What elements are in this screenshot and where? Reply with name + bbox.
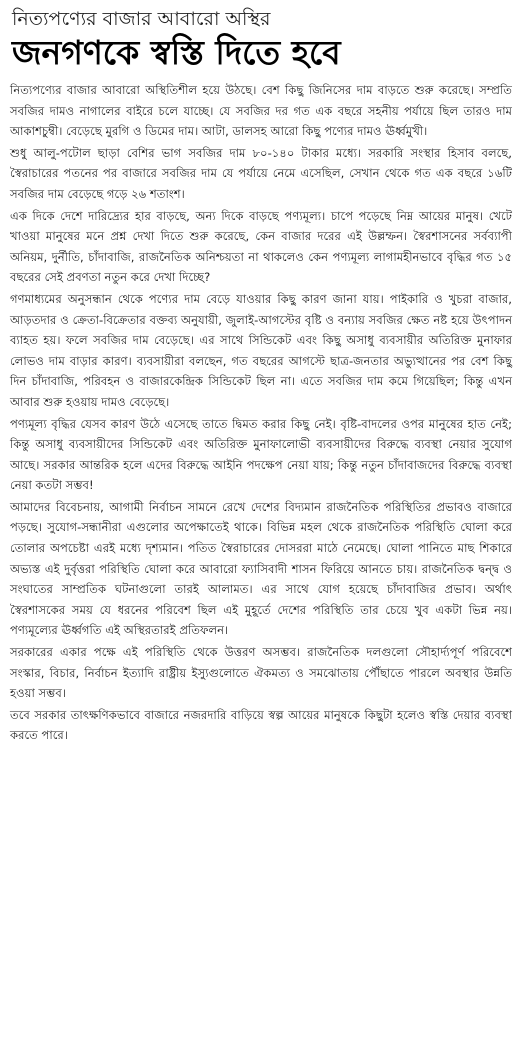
article-headline: জনগণকে স্বস্তি দিতে হবে (12, 33, 341, 72)
article-paragraph: পণ্যমূল্য বৃদ্ধির যেসব কারণ উঠে এসেছে তাতে দ্বিমত করার কিছু নেই। বৃষ্টি-বাদলের ওপর মানুষের হাত নেই; কিন্তু অসাধু ব্যবসায়ীদের সিন্ডিকেট এবং অতিরিক্ত মুনাফালোভী ব্যবসায়ীদের বিরুদ্ধে ব্যবস্থা নেয়ার সুযোগ আছে। সরকার আন্তরিক হলে এদের বিরুদ্ধে আইনি পদক্ষেপ নেয়া যায়; কিন্তু নতুন চাঁদাবাজদের বিরুদ্ধে ব্যবস্থা নেয়া কতটা সম্ভব! (10, 416, 512, 493)
article-paragraph: গণমাধ্যমের অনুসন্ধান থেকে পণ্যের দাম বেড়ে যাওয়ার কিছু কারণ জানা যায়। পাইকারি ও খুচরা বাজার, আড়তদার ও ক্রেতা-বিক্রেতার বক্তব্য অনুযায়ী, জুলাই-আগস্টের বৃষ্টি ও বন্যায় সবজির ক্ষেত নষ্ট হয়ে উৎপাদন ব্যাহত হয়। ফলে সবজির দাম বেড়েছে। এর সাথে সিন্ডিকেট এবং কিছু অসাধু ব্যবসায়ীর অতিরিক্ত মুনাফার লোভও দাম বাড়ার কারণ। ব্যবসায়ীরা বলছেন, গত বছরের আগস্টে ছাত্র-জনতার অভ্যুত্থানের পর বেশ কিছু দিন চাঁদাবাজি, পরিবহন ও বাজারকেন্দ্রিক সিন্ডিকেট ছিল না। এতে সবজির দাম কমে গিয়েছিল; কিন্তু এখন আবার শুরু হওয়ায় দামও বেড়েছে। (10, 291, 512, 409)
article-kicker: নিত্যপণ্যের বাজার আবারো অস্থির (12, 8, 271, 30)
article-paragraph: শুধু আলু-পটোল ছাড়া বেশির ভাগ সবজির দাম ৮০-১৪০ টাকার মধ্যে। সরকারি সংস্থার হিসাব বলছে, স্বৈরাচারের পতনের পর বাজারে সবজির দাম যে পর্যায়ে নেমে এসেছিল, সেখান থেকে গত এক বছরে ১৬টি সবজির দাম বেড়েছে গড়ে ২৬ শতাংশ। (10, 145, 512, 201)
article-paragraph: নিত্যপণ্যের বাজার আবারো অস্থিতিশীল হয়ে উঠছে। বেশ কিছু জিনিসের দাম বাড়তে শুরু করেছে। সম্প্রতি সবজির দামও নাগালের বাইরে চলে যাচ্ছে। যে সবজির দর গত এক বছরে সহনীয় পর্যায়ে ছিল তারও দাম আকাশচুম্বী। বেড়েছে মুরগি ও ডিমের দাম। আটা, ডালসহ আরো কিছু পণ্যের দামও ঊর্ধ্বমুখী। (10, 83, 512, 139)
article-body (10, 80, 512, 746)
article-paragraph: আমাদের বিবেচনায়, আগামী নির্বাচন সামনে রেখে দেশের বিদ্যমান রাজনৈতিক পরিস্থিতির প্রভাবও বাজারে পড়ছে। সুযোগ-সন্ধানীরা এগুলোর অপেক্ষাতেই থাকে। বিভিন্ন মহল থেকে রাজনৈতিক পরিস্থিতি ঘোলা করে তোলার অপচেষ্টা এরই মধ্যে দৃশ্যমান। পতিত স্বৈরাচারের দোসররা মাঠে নেমেছে। ঘোলা পানিতে মাছ শিকারে অভ্যস্ত এই দুর্বৃত্তরা পরিস্থিতি ঘোলা করে আবারো ফ্যাসিবাদী শাসন ফিরিয়ে আনতে চায়। রাজনৈতিক দ্বন্দ্ব ও সংঘাতের সাম্প্রতিক ঘটনাগুলো তারই আলামত। এর সাথে যোগ হয়েছে চাঁদাবাজির প্রভাব। অর্থাৎ স্বৈরশাসকের সময় যে ধরনের পরিবেশ ছিল এই মুহূর্তে দেশের পরিস্থিতি তার চেয়ে খুব একটা ভিন্ন নয়। পণ্যমূল্যের ঊর্ধ্বগতি এই অস্থিরতারই প্রতিফলন। (10, 499, 512, 638)
article-paragraph: সরকারের একার পক্ষে এই পরিস্থিতি থেকে উত্তরণ অসম্ভব। রাজনৈতিক দলগুলো সৌহার্দ্যপূর্ণ পরিবেশে সংস্কার, বিচার, নির্বাচন ইত্যাদি রাষ্ট্রীয় ইস্যুগুলোতে ঐকমত্য ও সমঝোতায় পৌঁছাতে পারলে অবস্থার উন্নতি হওয়া সম্ভব। (10, 645, 512, 701)
article-paragraph: তবে সরকার তাৎক্ষণিকভাবে বাজারে নজরদারি বাড়িয়ে স্বল্প আয়ের মানুষকে কিছুটা হলেও স্বস্তি দেয়ার ব্যবস্থা করতে পারে। (10, 707, 512, 743)
article-paragraph: এক দিকে দেশে দারিদ্র্যের হার বাড়ছে, অন্য দিকে বাড়ছে পণ্যমূল্য। চাপে পড়েছে নিম্ন আয়ের মানুষ। খেটে খাওয়া মানুষের মনে প্রশ্ন দেখা দিতে শুরু করেছে, কেন বাজার দরের এই উল্লম্ফন। স্বৈরশাসনের সর্বব্যাপী অনিয়ম, দুর্নীতি, চাঁদাবাজি, রাজনৈতিক অনিশ্চয়তা না থাকলেও কেন পণ্যমূল্য লাগামহীনভাবে বৃদ্ধির গত ১৫ বছরের সেই প্রবণতা নতুন করে দেখা দিচ্ছে? (10, 208, 512, 285)
